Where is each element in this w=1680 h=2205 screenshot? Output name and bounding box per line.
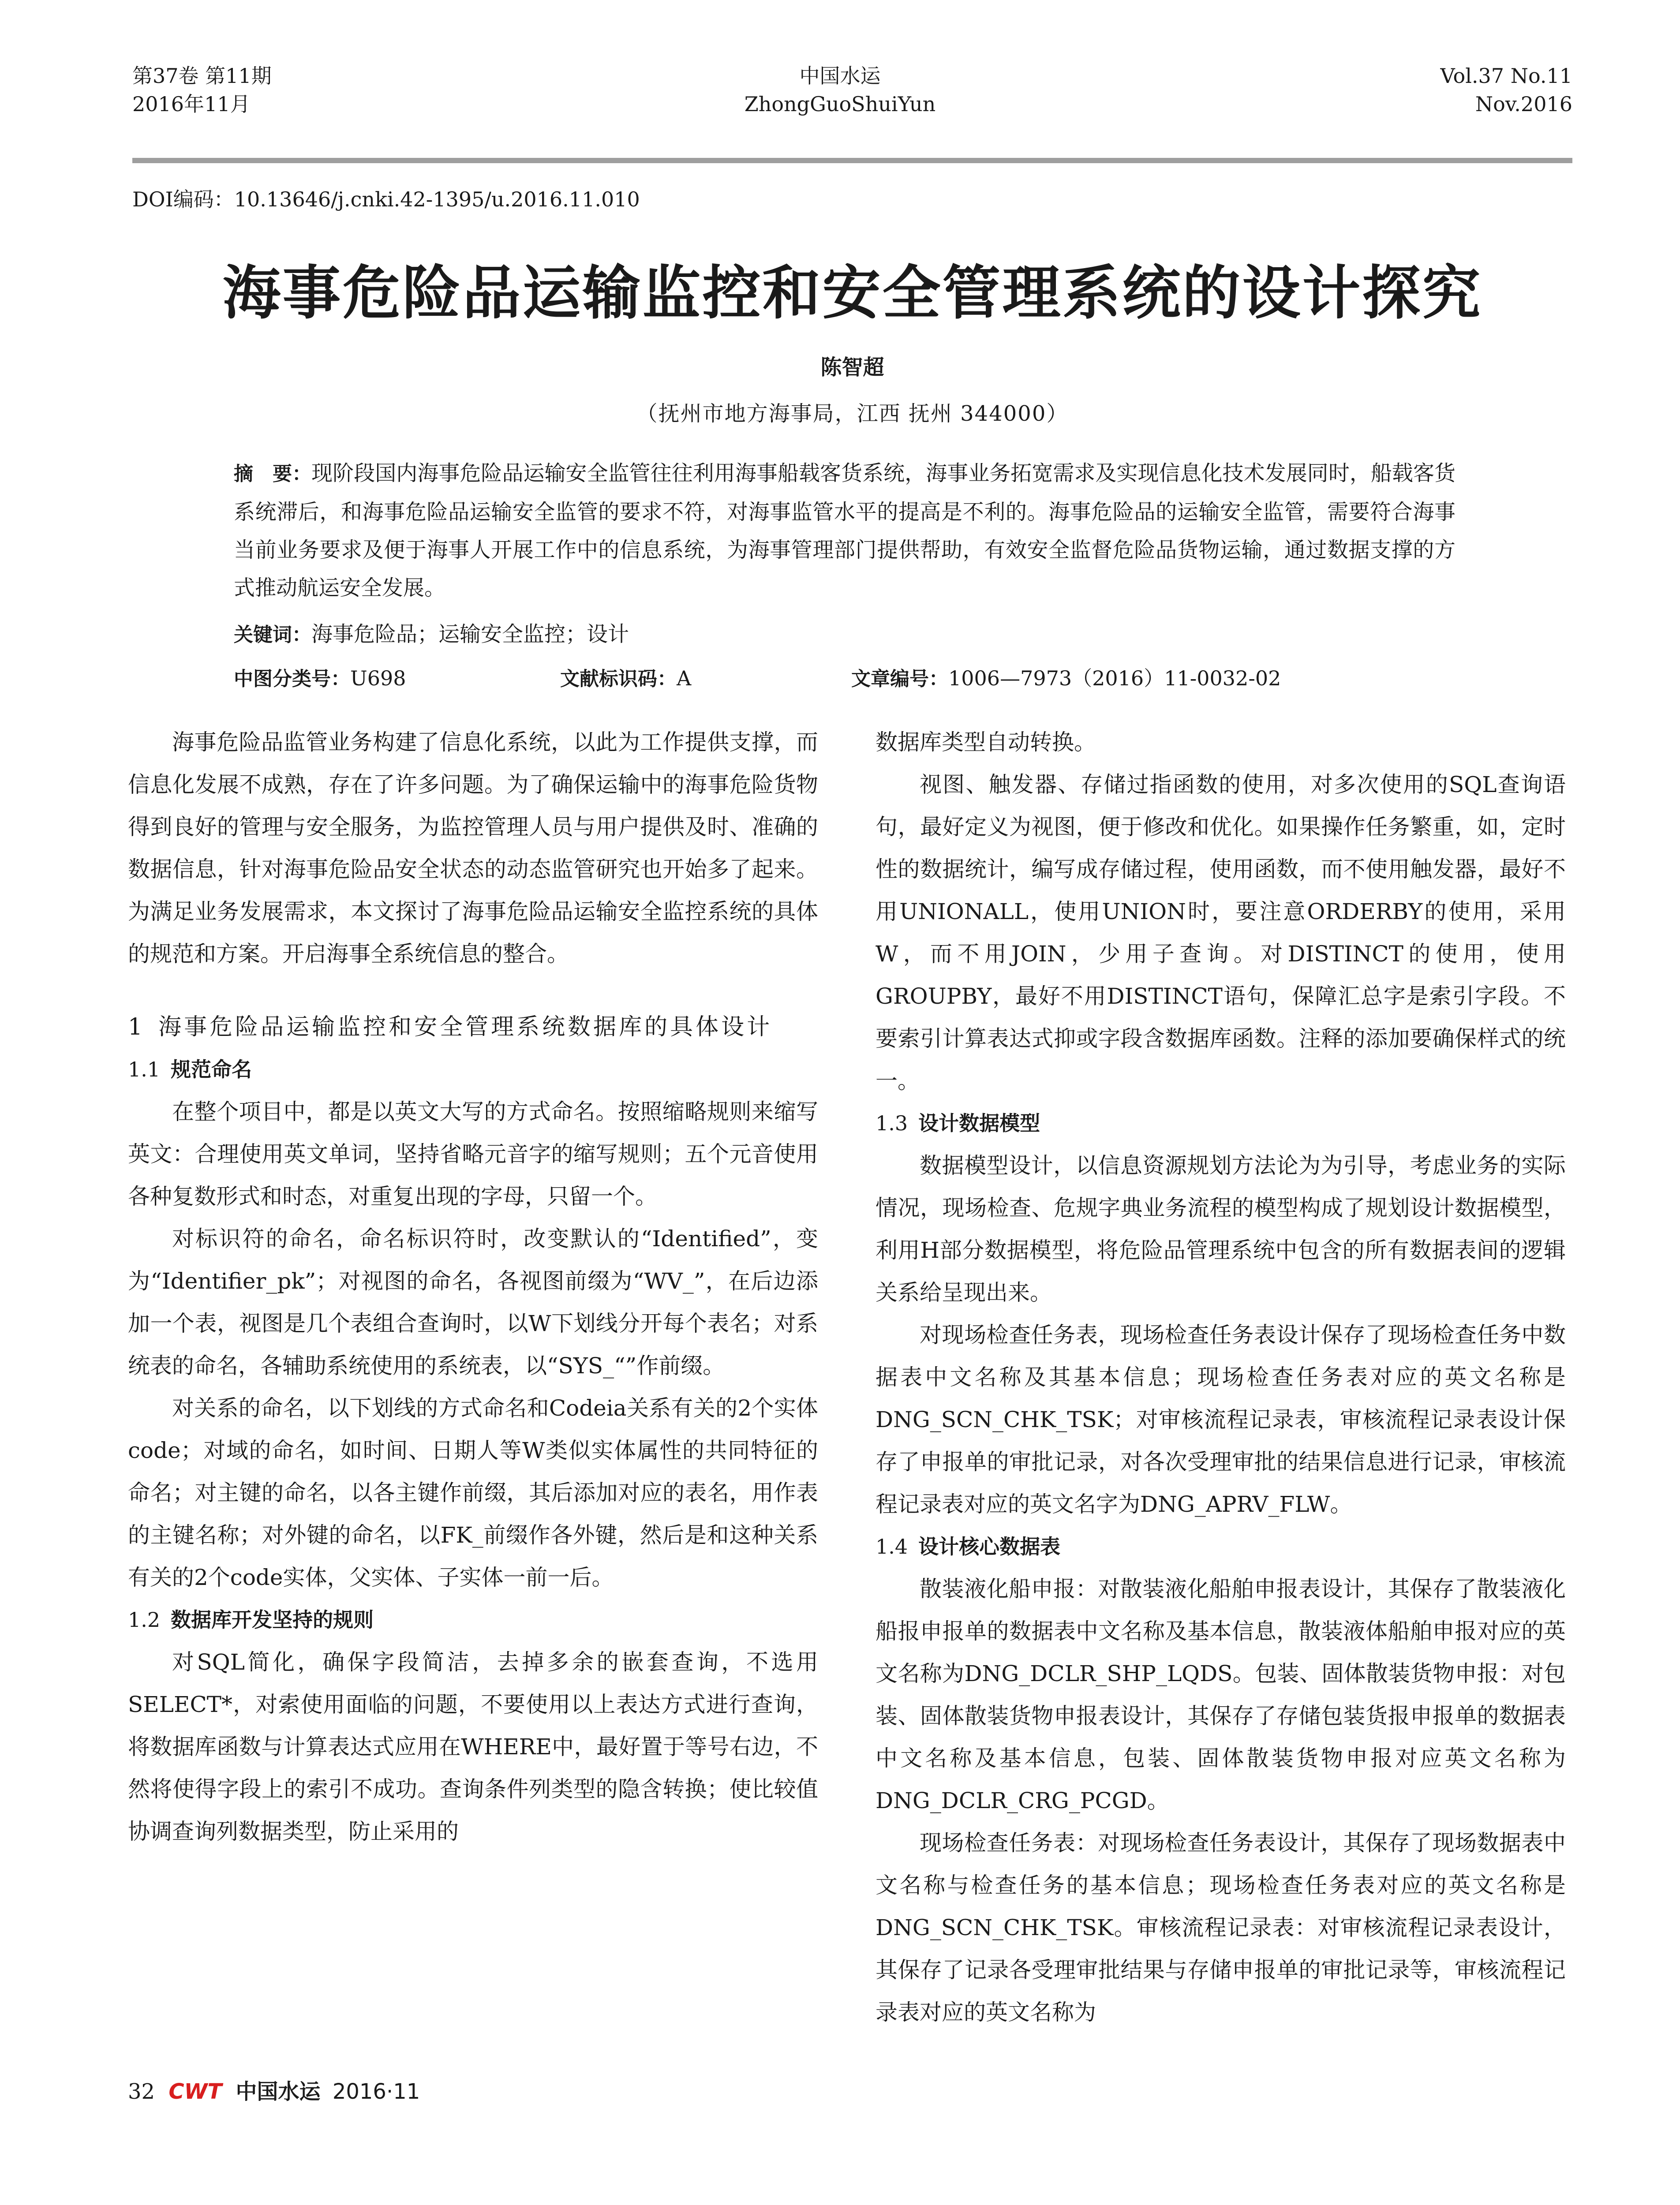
issue-date-cn: 2016年11月 xyxy=(132,92,251,116)
footer-magazine-name: 中国水运 xyxy=(236,2079,321,2104)
section-1-2-title: 数据库开发坚持的规则 xyxy=(171,1608,374,1632)
paragraph: 现场检查任务表：对现场检查任务表设计，其保存了现场数据表中文名称与检查任务的基本信息；现场检查任务表对应的英文名称是DNG_SCN_CHK_TSK。审核流程记录表：对审核流程记录表设计，其保存了记录各受理审批结果与存储申报单的审批记录等，审核流程记录表对应的英文名称为 xyxy=(876,1830,1566,2025)
paragraph: 对SQL简化，确保字段简洁，去掉多余的嵌套查询，不选用SELECT*，对索使用面临的问题，不要使用以上表达方式进行查询，将数据库函数与计算表达式应用在WHERE中，最好置于等号右边，不然将使得字段上的索引不成功。查询条件列类型的隐含转换；使比较值协调查询列数据类型，防止采用的 xyxy=(128,1649,818,1844)
document-code-label: 文献标识码： xyxy=(560,668,677,690)
clc-label: 中图分类号： xyxy=(234,668,350,690)
page-number: 32 xyxy=(128,2079,155,2104)
journal-volume-info-en xyxy=(1441,62,1572,118)
document-code-value: A xyxy=(677,666,692,690)
issue-date-en: Nov.2016 xyxy=(1475,92,1572,116)
article-number-label: 文章编号： xyxy=(851,668,948,690)
abstract-label: 摘 要： xyxy=(234,463,312,485)
section-1-3-number: 1.3 xyxy=(876,1111,908,1135)
author-affiliation: （抚州市地方海事局，江西 抚州 344000） xyxy=(636,401,1069,426)
article-number-value: 1006—7973（2016）11-0032-02 xyxy=(948,666,1281,690)
paper-title: 海事危险品运输监控和安全管理系统的设计探究 xyxy=(222,259,1482,327)
journal-volume-info xyxy=(132,62,272,118)
doi-line: DOI编码：10.13646/j.cnki.42-1395/u.2016.11.010 xyxy=(132,187,640,211)
keywords-label: 关键词： xyxy=(234,624,311,646)
section-1-heading xyxy=(128,1006,818,1048)
section-1-1-number: 1.1 xyxy=(128,1058,161,1081)
section-1-4-number: 1.4 xyxy=(876,1535,908,1558)
journal-name-cn: 中国水运 xyxy=(799,64,881,88)
journal-name-pinyin: ZhongGuoShuiYun xyxy=(744,92,936,116)
volume-issue-en: Vol.37 No.11 xyxy=(1440,64,1572,88)
clc-number xyxy=(234,664,406,694)
section-1-3-heading xyxy=(876,1102,1566,1144)
paragraph: 对现场检查任务表，现场检查任务表设计保存了现场检查任务中数据表中文名称及其基本信息；现场检查任务表对应的英文名称是DNG_SCN_CHK_TSK；对审核流程记录表，审核流程记录表设计保存了申报单的审批记录，对各次受理审批的结果信息进行记录，审核流程记录表对应的英文名字为DNG_APRV_FLW。 xyxy=(876,1322,1566,1517)
paragraph: 在整个项目中，都是以英文大写的方式命名。按照缩略规则来缩写英文：合理使用英文单词，坚持省略元音字的缩写规则；五个元音使用各种复数形式和时态，对重复出现的字母，只留一个。 xyxy=(128,1099,818,1209)
keywords-text: 海事危险品；运输安全监控；设计 xyxy=(311,622,629,647)
section-1-2-heading xyxy=(128,1599,818,1641)
section-1-4-title: 设计核心数据表 xyxy=(918,1535,1061,1558)
paragraph: 视图、触发器、存储过指函数的使用，对多次使用的SQL查询语句，最好定义为视图，便于修改和优化。如果操作任务繁重，如，定时性的数据统计，编写成存储过程，使用函数，而不使用触发器，最好不用UNIONALL，使用UNION时，要注意ORDERBY的使用，采用W，而不用JOIN，少用子查询。对DISTINCT的使用，使用GROUPBY，最好不用DISTINCT语句，保障汇总字是索引字段。不要索引计算表达式抑或字段含数据库函数。注释的添加要确保样式的统一。 xyxy=(876,772,1566,1094)
paragraph: 对关系的命名，以下划线的方式命名和Codeia关系有关的2个实体code；对域的命名，如时间、日期人等W类似实体属性的共同特征的命名；对主键的命名，以各主键作前缀，其后添加对应的表名，用作表的主键名称；对外键的命名，以FK_前缀作各外键，然后是和这种关系有关的2个code实体，父实体、子实体一前一后。 xyxy=(128,1395,818,1590)
section-1-1-heading xyxy=(128,1048,818,1091)
keywords xyxy=(234,620,1456,650)
paragraph: 对标识符的命名，命名标识符时，改变默认的“Identified”，变为“Identifier_pk”；对视图的命名，各视图前缀为“WV_”，在后边添加一个表，视图是几个表组合查询时，以W下划线分开每个表名；对系统表的命名，各辅助系统使用的系统表，以“SYS_“”作前缀。 xyxy=(128,1226,818,1379)
header-rule xyxy=(132,158,1572,163)
section-1-1-title: 规范命名 xyxy=(171,1058,252,1081)
paragraph-continuation: 数据库类型自动转换。 xyxy=(876,729,1096,755)
section-1-number: 1 xyxy=(128,1014,146,1040)
right-column xyxy=(876,721,1566,2033)
section-1-3-title: 设计数据模型 xyxy=(918,1111,1040,1135)
left-column xyxy=(128,721,818,1853)
intro-paragraph: 海事危险品监管业务构建了信息化系统，以此为工作提供支撑，而信息化发展不成熟，存在了许多问题。为了确保运输中的海事危险货物得到良好的管理与安全服务，为监控管理人员与用户提供及时、准确的数据信息，针对海事危险品安全状态的动态监管研究也开始多了起来。为满足业务发展需求，本文探讨了海事危险品运输安全监控系统的具体的规范和方案。开启海事全系统信息的整合。 xyxy=(128,729,818,967)
abstract-text: 现阶段国内海事危险品运输安全监管往往利用海事船载客货系统，海事业务拓宽需求及实现信息化技术发展同时，船载客货系统滞后，和海事危险品运输安全监管的要求不符，对海事监管水平的提高是不利的。海事危险品的运输安全监管，需要符合海事当前业务要求及便于海事人开展工作中的信息系统，为海事管理部门提供帮助，有效安全监督危险品货物运输，通过数据支撑的方式推动航运安全发展。 xyxy=(234,461,1456,600)
section-1-4-heading xyxy=(876,1525,1566,1568)
section-1-2-number: 1.2 xyxy=(128,1608,161,1632)
journal-name xyxy=(573,62,1107,118)
section-1-title: 海事危险品运输监控和安全管理系统数据库的具体设计 xyxy=(158,1014,773,1040)
cwt-logo: CWT xyxy=(168,2079,222,2104)
abstract xyxy=(234,454,1456,607)
author-name: 陈智超 xyxy=(820,355,884,380)
page-footer xyxy=(128,2077,420,2106)
document-code xyxy=(560,664,691,694)
footer-date: 2016·11 xyxy=(332,2079,420,2104)
clc-value: U698 xyxy=(350,666,406,690)
article-number xyxy=(851,664,1281,694)
paragraph: 散装液化船申报：对散装液化船舶申报表设计，其保存了散装液化船报申报单的数据表中文名称及基本信息，散装液体船舶申报对应的英文名称为DNG_DCLR_SHP_LQDS。包装、固体散装货物申报：对包装、固体散装货物申报表设计，其保存了存储包装货报申报单的数据表中文名称及基本信息，包装、固体散装货物申报对应英文名称为DNG_DCLR_CRG_PCGD。 xyxy=(876,1576,1566,1813)
paragraph: 数据模型设计，以信息资源规划方法论为为引导，考虑业务的实际情况，现场检查、危规字典业务流程的模型构成了规划设计数据模型，利用H部分数据模型，将危险品管理系统中包含的所有数据表间的逻辑关系给呈现出来。 xyxy=(876,1153,1566,1305)
volume-issue: 第37卷 第11期 xyxy=(132,64,272,88)
